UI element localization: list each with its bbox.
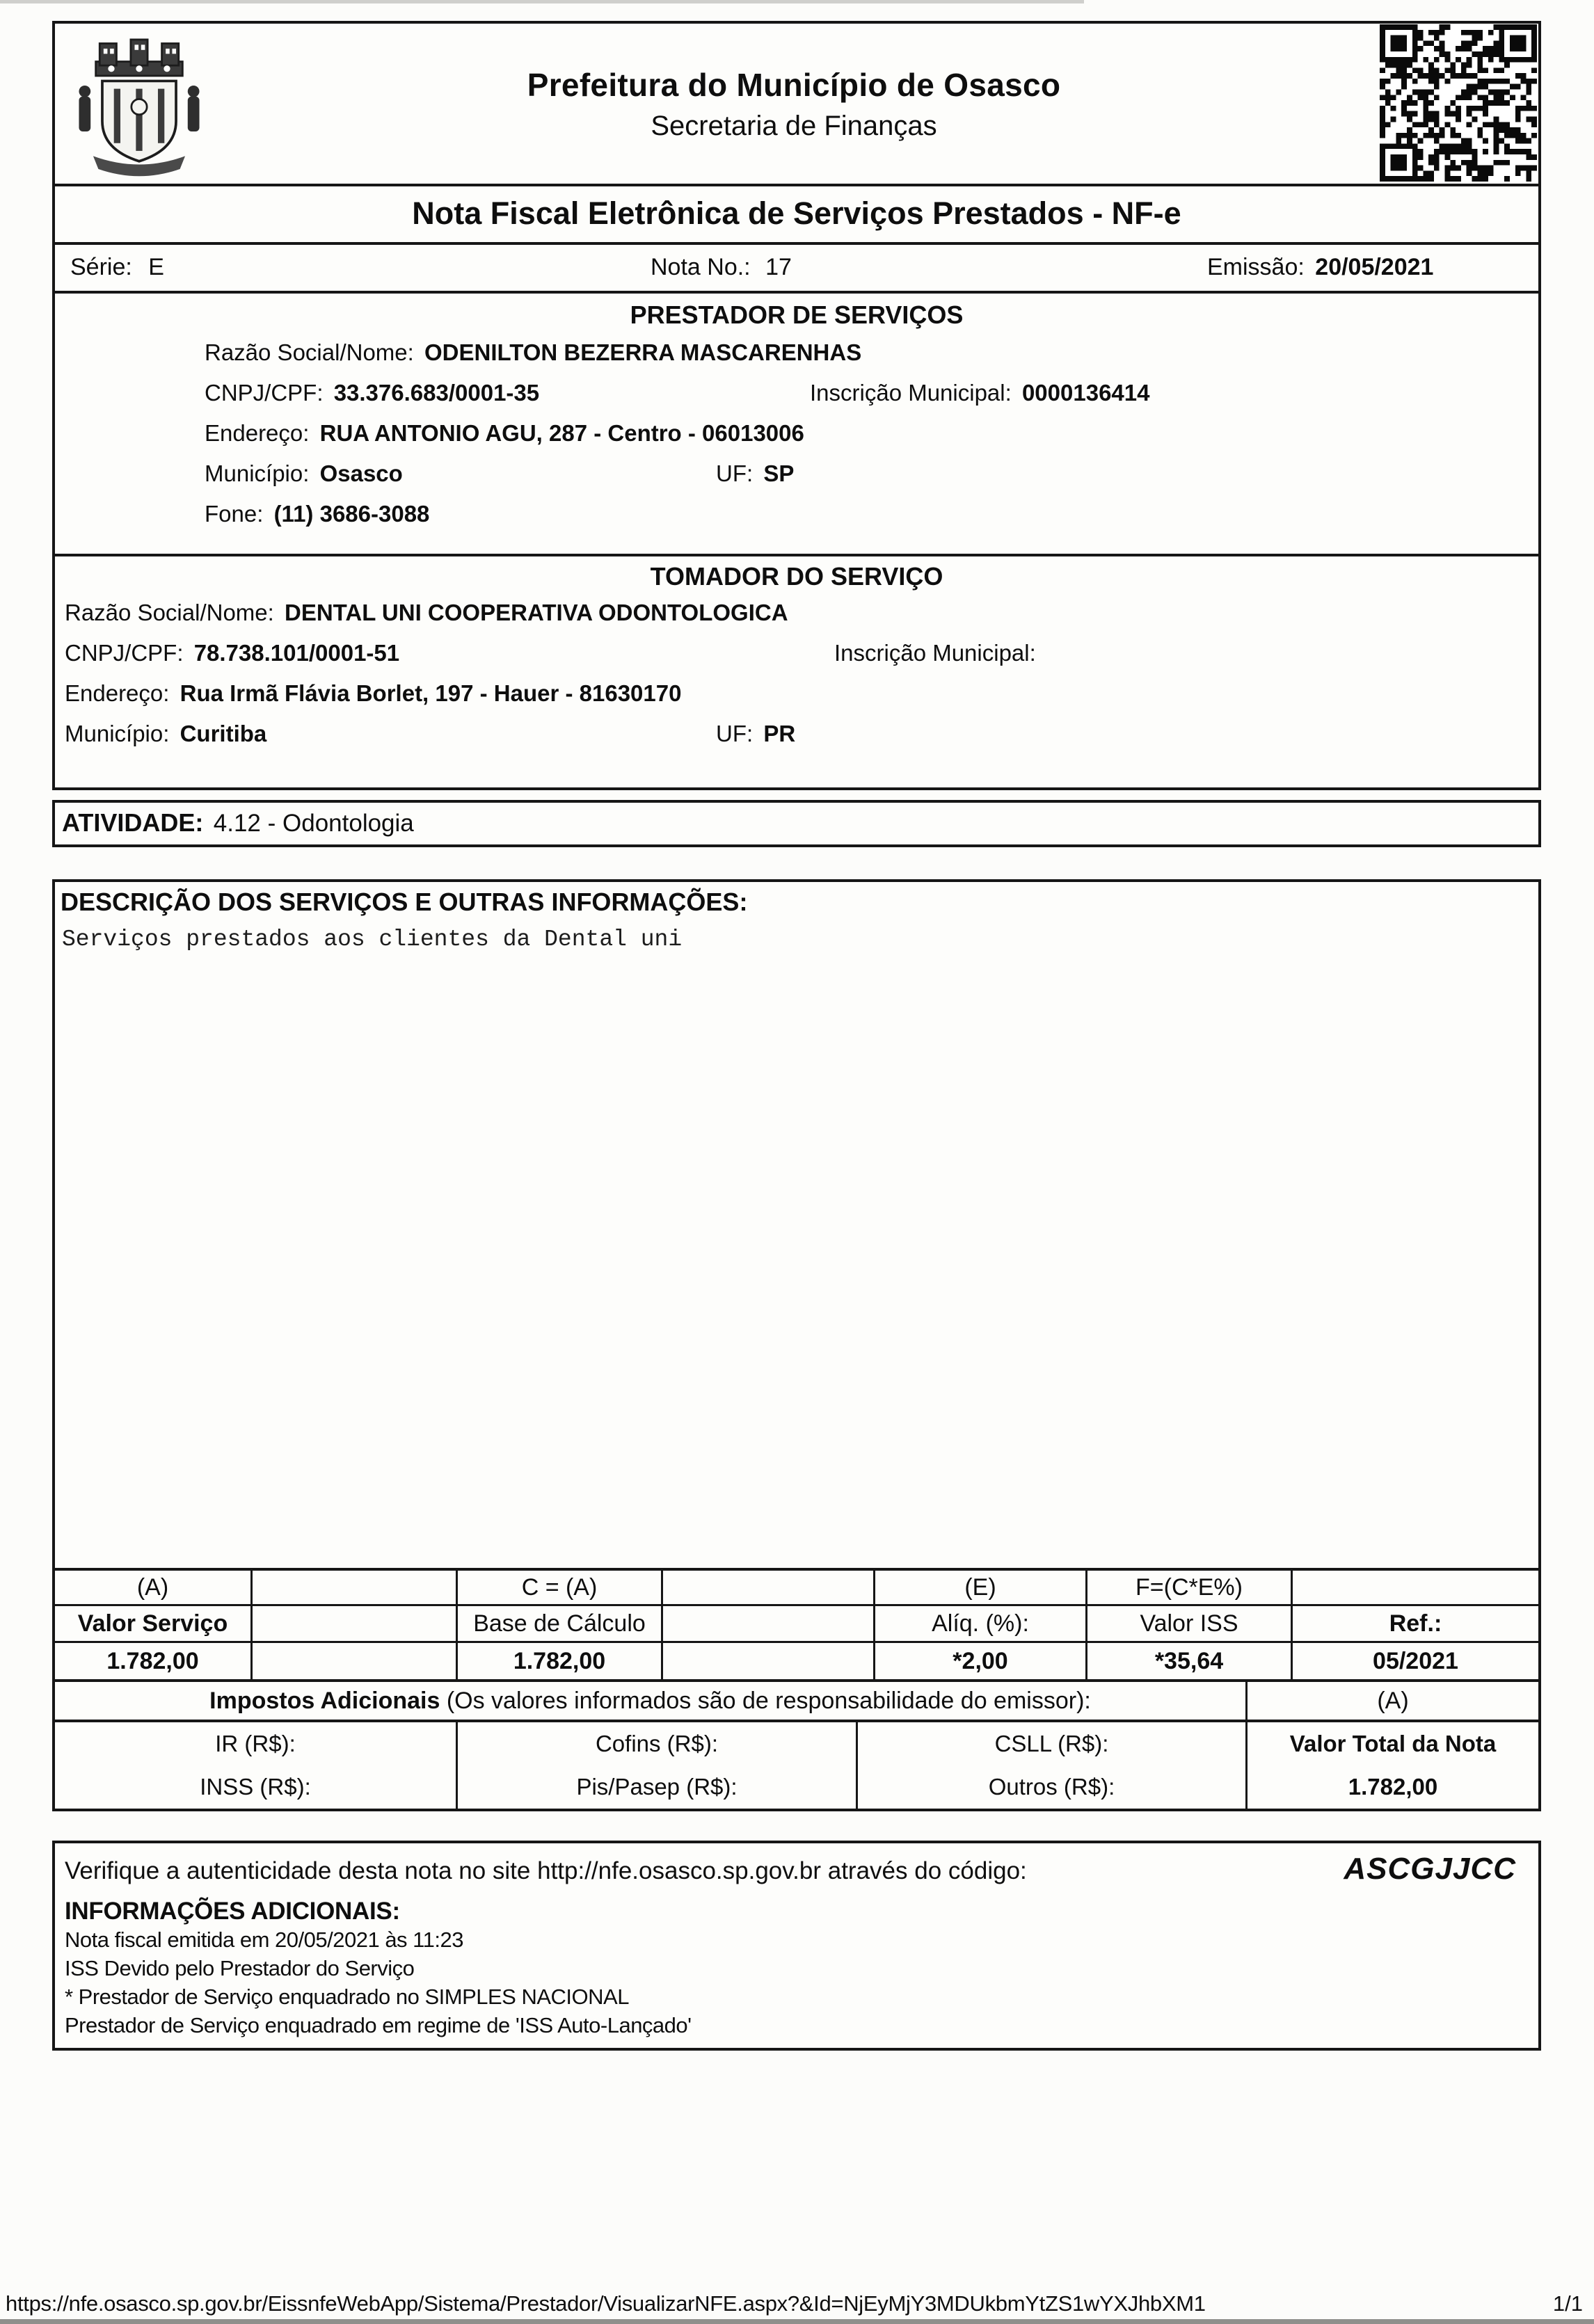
vt-empty-cell <box>661 1643 873 1679</box>
atividade-value: 4.12 - Odontologia <box>213 810 414 837</box>
atividade-box <box>52 800 1541 847</box>
coat-of-arms <box>70 29 208 178</box>
cofins-label: Cofins (R$): <box>456 1722 856 1765</box>
secretaria-subtitle: Secretaria de Finanças <box>651 110 937 141</box>
info-line: Nota fiscal emitida em 20/05/2021 às 11:23 <box>65 1928 463 1952</box>
prestador-razao-line <box>55 332 1538 373</box>
info-line: ISS Devido pelo Prestador do Serviço <box>65 1956 415 1980</box>
emissao-value: 20/05/2021 <box>1315 254 1434 280</box>
prestador-endereco-label: Endereço: <box>205 420 310 446</box>
scan-edge-artifact-top <box>0 0 1084 3</box>
valores-col-a: (A) <box>136 1573 169 1601</box>
tomador-cnpj-line <box>55 633 1538 673</box>
ref-label: Ref.: <box>1291 1606 1538 1641</box>
prestador-razao-label: Razão Social/Nome: <box>205 339 414 365</box>
serie-value: E <box>148 254 164 280</box>
prestador-inscricao-label: Inscrição Municipal: <box>810 380 1012 406</box>
servicos-valores-box <box>52 879 1541 1811</box>
valores-table <box>55 1568 1538 1679</box>
document-title: Nota Fiscal Eletrônica de Serviços Prestados - NF-e <box>55 184 1538 242</box>
info-line: Prestador de Serviço enquadrado em regime de 'ISS Auto-Lançado' <box>65 2013 692 2037</box>
atividade-label: ATIVIDADE: <box>62 808 204 837</box>
base-calculo-label: Base de Cálculo <box>456 1606 661 1641</box>
vt-empty-cell <box>661 1571 873 1604</box>
pis-pasep-label: Pis/Pasep (R$): <box>456 1765 856 1809</box>
prestador-razao-value: ODENILTON BEZERRA MASCARENHAS <box>424 339 862 365</box>
valores-col-c: C = (A) <box>456 1571 661 1604</box>
prestador-endereco-value: RUA ANTONIO AGU, 287 - Centro - 06013006 <box>319 420 804 446</box>
aliq-value: *2,00 <box>873 1643 1085 1679</box>
valores-label-row <box>55 1604 1538 1641</box>
emissao-field <box>1207 245 1433 289</box>
valor-servico-value: 1.782,00 <box>106 1647 199 1674</box>
tomador-uf-value: PR <box>763 721 796 746</box>
prestador-section <box>55 291 1538 554</box>
vt-empty-cell <box>250 1571 456 1604</box>
serie-label: Série: <box>70 254 132 280</box>
invoice-main-box <box>52 21 1541 790</box>
tomador-endereco-value: Rua Irmã Flávia Borlet, 197 - Hauer - 81630170 <box>180 680 682 706</box>
aliq-label: Alíq. (%): <box>873 1606 1085 1641</box>
nota-field <box>651 245 792 289</box>
prestador-municipio-label: Município: <box>205 460 310 486</box>
impostos-title-bold: Impostos Adicionais <box>209 1687 440 1714</box>
verificacao-row <box>65 1852 1529 1886</box>
prestador-municipio-value: Osasco <box>319 460 403 486</box>
tomador-inscricao-field <box>834 633 1040 673</box>
impostos-col-a: (A) <box>1245 1682 1538 1720</box>
vt-empty-cell <box>250 1643 456 1679</box>
tomador-uf-label: UF: <box>716 721 754 746</box>
valor-iss-label: Valor ISS <box>1085 1606 1291 1641</box>
tomador-municipio-line <box>55 714 1538 754</box>
tomador-uf-field <box>716 714 795 754</box>
emissao-label: Emissão: <box>1207 254 1305 280</box>
prestador-uf-value: SP <box>763 460 795 486</box>
tomador-inscricao-label: Inscrição Municipal: <box>834 640 1036 666</box>
tomador-municipio-value: Curitiba <box>180 721 267 746</box>
impostos-title-rest: (Os valores informados são de responsabilidade do emissor): <box>440 1687 1091 1714</box>
serie-field <box>70 254 164 280</box>
tomador-razao-value: DENTAL UNI COOPERATIVA ODONTOLOGICA <box>284 600 788 625</box>
prestador-fone-value: (11) 3686-3088 <box>273 501 430 527</box>
header-titles <box>208 66 1380 142</box>
vt-empty-cell <box>1291 1571 1538 1604</box>
tomador-section-title: TOMADOR DO SERVIÇO <box>650 562 943 591</box>
tomador-endereco-line <box>55 673 1538 714</box>
valores-value-row <box>55 1641 1538 1679</box>
outros-label: Outros (R$): <box>856 1765 1245 1809</box>
nota-label: Nota No.: <box>651 254 751 280</box>
prestador-cnpj-value: 33.376.683/0001-35 <box>333 380 540 406</box>
informacoes-adicionais-title: INFORMAÇÕES ADICIONAIS: <box>65 1898 400 1925</box>
serie-row <box>55 242 1538 291</box>
valor-servico-label: Valor Serviço <box>77 1610 228 1637</box>
valores-col-e: (E) <box>873 1571 1085 1604</box>
impostos-title <box>55 1682 1245 1720</box>
csll-label: CSLL (R$): <box>856 1722 1245 1765</box>
nota-value: 17 <box>765 254 792 280</box>
vt-empty-cell <box>661 1606 873 1641</box>
prestador-fone-label: Fone: <box>205 501 264 527</box>
ir-label: IR (R$): <box>215 1731 296 1756</box>
valor-total-label: Valor Total da Nota <box>1245 1722 1538 1765</box>
prestador-inscricao-field <box>810 373 1149 413</box>
prestador-municipio-line <box>55 454 1538 494</box>
base-calculo-value: 1.782,00 <box>456 1643 661 1679</box>
prestador-uf-field <box>716 454 794 494</box>
impostos-grid <box>55 1720 1538 1809</box>
ref-value: 05/2021 <box>1291 1643 1538 1679</box>
prestador-section-title: PRESTADOR DE SERVIÇOS <box>630 300 964 329</box>
prestador-inscricao-value: 0000136414 <box>1021 380 1150 406</box>
tomador-cnpj-label: CNPJ/CPF: <box>65 640 184 666</box>
prestador-cnpj-label: CNPJ/CPF: <box>205 380 324 406</box>
valor-total-value: 1.782,00 <box>1245 1765 1538 1809</box>
prestador-uf-label: UF: <box>716 460 754 486</box>
print-footer-url: https://nfe.osasco.sp.gov.br/EissnfeWebApp/Sistema/Prestador/VisualizarNFE.aspx?&Id=NjEyMjY3MDUkbmYtZS1wYXJhbXM1 <box>6 2291 1206 2316</box>
inss-label: INSS (R$): <box>200 1774 311 1800</box>
valores-col-f: F=(C*E%) <box>1085 1571 1291 1604</box>
codigo-verificacao: ASCGJJCC <box>1344 1852 1516 1886</box>
tomador-razao-line <box>55 593 1538 633</box>
scan-edge-artifact-bottom <box>0 2319 1594 2324</box>
descricao-text: Serviços prestados aos clientes da Dental uni <box>62 927 683 952</box>
qr-code <box>1380 24 1537 182</box>
tomador-endereco-label: Endereço: <box>65 680 170 706</box>
descricao-section <box>55 882 1538 1568</box>
vt-empty-cell <box>250 1606 456 1641</box>
verificacao-text: Verifique a autenticidade desta nota no site http://nfe.osasco.sp.gov.br através do código: <box>65 1857 1027 1884</box>
descricao-title: DESCRIÇÃO DOS SERVIÇOS E OUTRAS INFORMAÇÕES: <box>61 888 748 916</box>
tomador-municipio-label: Município: <box>65 721 170 746</box>
prefeitura-title: Prefeitura do Município de Osasco <box>527 66 1061 103</box>
valor-iss-value: *35,64 <box>1085 1643 1291 1679</box>
print-footer-page-number: 1/1 <box>1552 2291 1583 2316</box>
tomador-cnpj-value: 78.738.101/0001-51 <box>193 640 400 666</box>
tomador-razao-label: Razão Social/Nome: <box>65 600 274 625</box>
prestador-cnpj-line <box>55 373 1538 413</box>
tomador-section <box>55 554 1538 787</box>
impostos-header-row <box>55 1679 1538 1720</box>
info-line: * Prestador de Serviço enquadrado no SIMPLES NACIONAL <box>65 1985 629 2009</box>
prestador-fone-line <box>55 494 1538 534</box>
autenticidade-box <box>52 1841 1541 2051</box>
header-section <box>55 24 1538 184</box>
prestador-endereco-line <box>55 413 1538 454</box>
valores-header-row <box>55 1571 1538 1604</box>
